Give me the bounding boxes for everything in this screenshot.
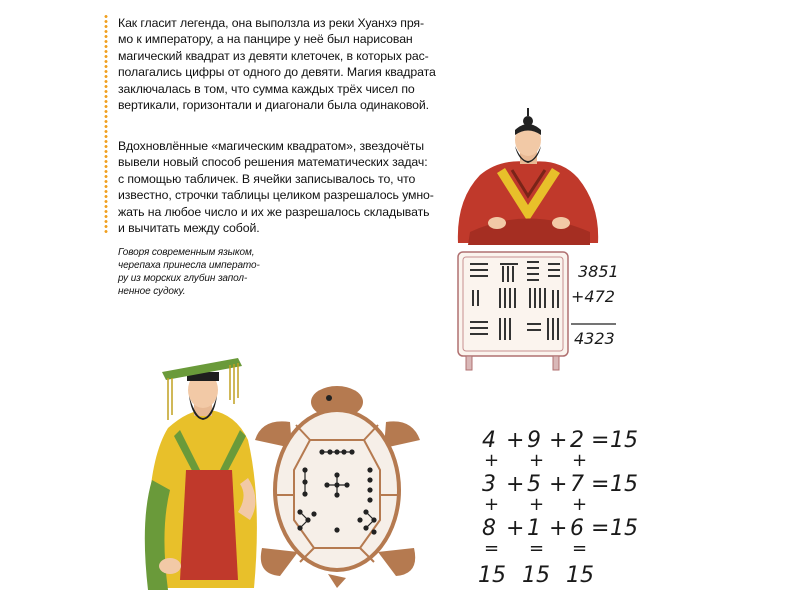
plus-sign: + bbox=[549, 472, 568, 497]
orange-dotted-margin bbox=[104, 14, 108, 234]
plus-sign: + bbox=[506, 516, 525, 541]
column-equals: = bbox=[529, 538, 545, 559]
column-plus: + bbox=[529, 450, 545, 471]
emperor-figure bbox=[145, 358, 257, 590]
row-sum-2: 15 bbox=[610, 472, 638, 497]
cell-r2-c2: 5 bbox=[527, 472, 541, 497]
cell-r3-c2: 1 bbox=[527, 516, 541, 541]
cell-r1-c3: 2 bbox=[570, 428, 584, 453]
row-sum-3: 15 bbox=[610, 516, 638, 541]
plus-sign: + bbox=[549, 428, 568, 453]
cell-r2-c3: 7 bbox=[570, 472, 584, 497]
column-sum-3: 15 bbox=[566, 563, 594, 588]
column-equals: = bbox=[484, 538, 500, 559]
equals-sign: = bbox=[591, 428, 610, 453]
plus-sign: + bbox=[549, 516, 568, 541]
plus-sign: + bbox=[506, 472, 525, 497]
caption-sudoku bbox=[118, 246, 278, 298]
cell-r3-c1: 8 bbox=[482, 516, 496, 541]
cell-r3-c3: 6 bbox=[570, 516, 584, 541]
line: Как гласит легенда, она выползла из реки Хуанхэ пря- bbox=[118, 16, 424, 30]
line: с помощью табличек. В ячейки записывалось то, что bbox=[118, 171, 416, 186]
addend-second: +472 bbox=[571, 287, 615, 306]
counting-rod-tablet bbox=[458, 252, 568, 370]
column-plus: + bbox=[572, 494, 588, 515]
column-sum-1: 15 bbox=[478, 563, 506, 588]
row-sum-1: 15 bbox=[610, 428, 638, 453]
line: черепаха принесла императо- bbox=[118, 260, 260, 271]
column-plus: + bbox=[529, 494, 545, 515]
column-plus: + bbox=[572, 450, 588, 471]
column-sum-2: 15 bbox=[522, 563, 550, 588]
column-equals: = bbox=[572, 538, 588, 559]
paragraph-tables bbox=[118, 138, 463, 236]
line: Говоря современным языком, bbox=[118, 247, 255, 258]
line: ру из морских глубин запол- bbox=[118, 273, 248, 284]
line: и вычитать между собой. bbox=[118, 221, 260, 236]
sage-figure bbox=[458, 108, 598, 245]
line: ненное судоку. bbox=[118, 286, 186, 297]
column-plus: + bbox=[484, 450, 500, 471]
line: мо к императору, а на панцире у неё был нарисован bbox=[118, 32, 413, 47]
line: вертикали, горизонтали и диагонали была одинаковой. bbox=[118, 98, 429, 113]
paragraph-legend bbox=[118, 15, 463, 113]
magic-square-dots bbox=[298, 450, 376, 534]
plus-sign: + bbox=[506, 428, 525, 453]
cell-r1-c2: 9 bbox=[527, 428, 541, 453]
line: жать на любое число и их же разрешалось складывать bbox=[118, 204, 430, 219]
line: вывели новый способ решения математических задач: bbox=[118, 155, 428, 170]
cell-r2-c1: 3 bbox=[482, 472, 496, 497]
addition-result: 4323 bbox=[574, 329, 615, 348]
addition-column bbox=[571, 262, 619, 348]
line: полагались цифры от одного до девяти. Магия квадрата bbox=[118, 65, 436, 80]
line: Вдохновлённые «магическим квадратом», звездочёты bbox=[118, 139, 424, 153]
column-plus: + bbox=[484, 494, 500, 515]
addend-top: 3851 bbox=[578, 262, 619, 281]
equals-sign: = bbox=[591, 516, 610, 541]
line: заключалась в том, что сумма каждых трёх чисел по bbox=[118, 81, 415, 96]
line: магический квадрат из девяти клеточек, в которых рас- bbox=[118, 48, 429, 63]
line: известно, строчки таблицы целиком разрешалось умно- bbox=[118, 188, 434, 203]
turtle-figure bbox=[255, 386, 420, 588]
cell-r1-c1: 4 bbox=[482, 428, 496, 453]
equals-sign: = bbox=[591, 472, 610, 497]
